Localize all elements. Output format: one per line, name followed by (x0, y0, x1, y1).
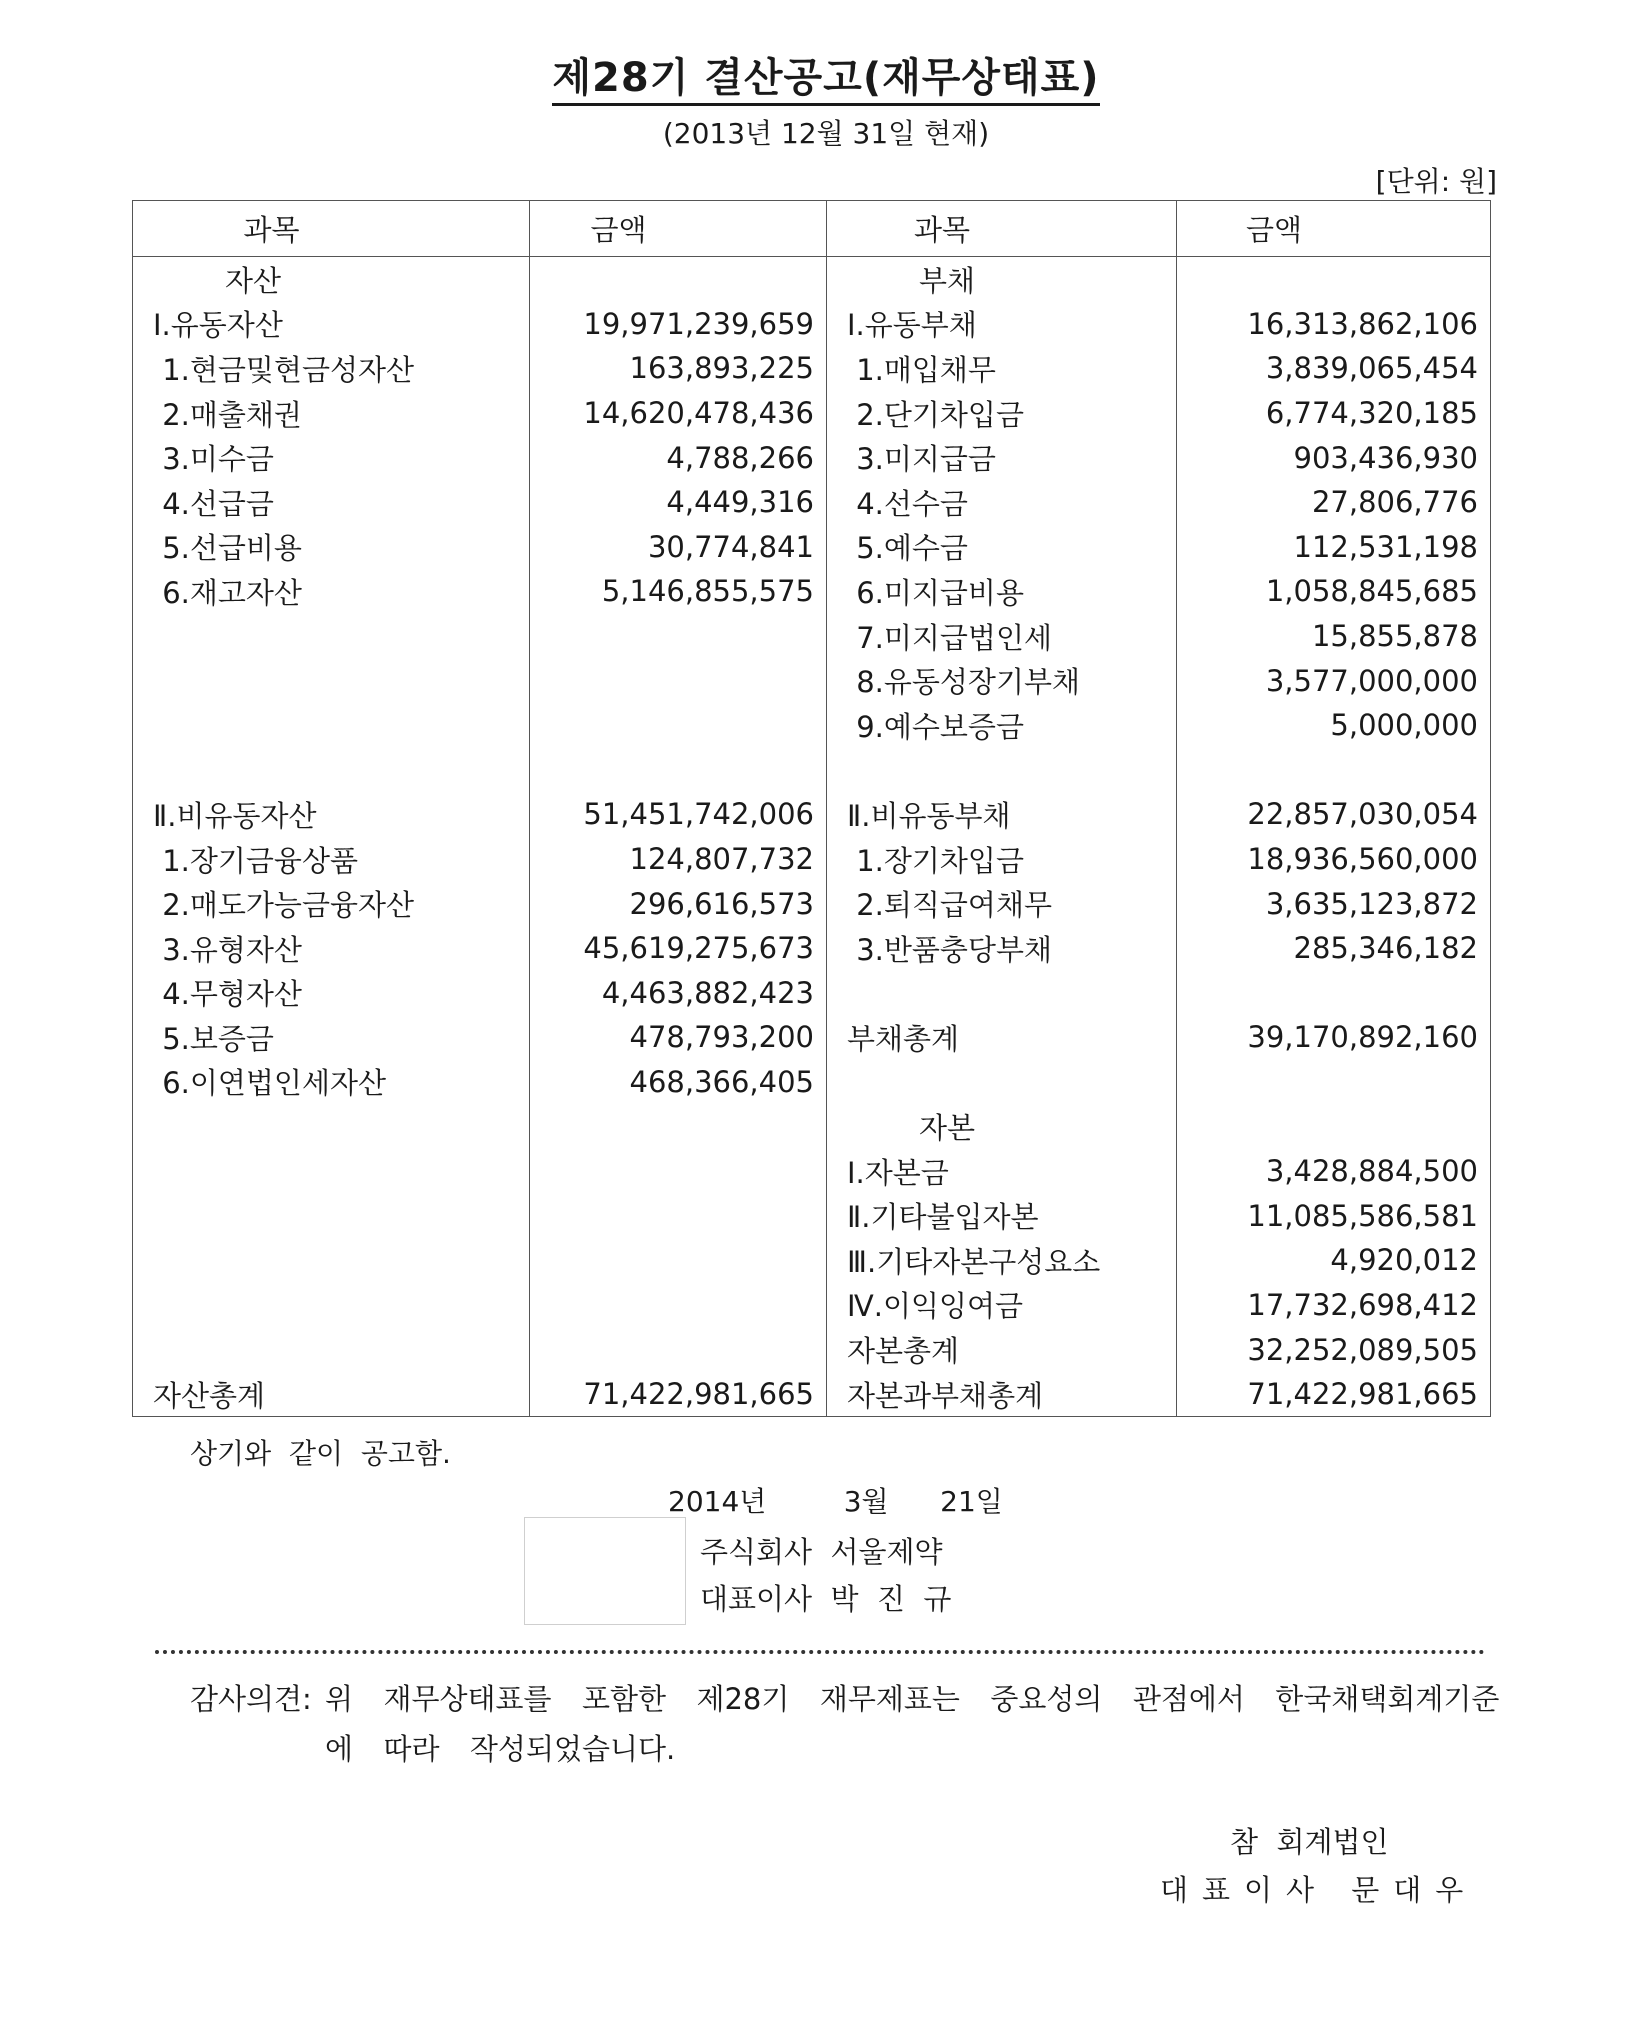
account-name: 4.선수금 (847, 486, 968, 521)
amount-value: 285,346,182 (1293, 931, 1478, 966)
table-row (133, 1193, 1491, 1238)
table-row (133, 1015, 1491, 1060)
left-amount-cell (530, 837, 827, 882)
audit-firm: 참 회계법인 (1230, 1825, 1389, 1859)
right-subject-cell (827, 971, 1177, 1016)
amount-value: 18,936,560,000 (1247, 842, 1478, 877)
account-name: 3.반품충당부채 (847, 932, 1052, 967)
account-name: 9.예수보증금 (847, 709, 1024, 744)
left-subject-cell (133, 1060, 530, 1105)
left-subject-cell (133, 1327, 530, 1372)
account-name: 2.매출채권 (153, 397, 302, 432)
amount-value: 296,616,573 (629, 886, 814, 921)
left-amount-cell (530, 435, 827, 480)
left-amount-cell (530, 257, 827, 302)
left-subject-cell (133, 1104, 530, 1149)
amount-value: 468,366,405 (629, 1064, 814, 1099)
amount-value: 51,451,742,006 (583, 797, 814, 832)
account-name: 6.재고자산 (153, 575, 302, 610)
section-heading: 자본 (919, 1111, 976, 1146)
account-name: 자산총계 (153, 1378, 266, 1413)
left-amount-cell (530, 1283, 827, 1328)
left-subject-cell (133, 658, 530, 703)
right-amount-cell (1177, 569, 1491, 614)
as-of-date: (2013년 12월 31일 현재) (662, 117, 990, 150)
amount-value: 1,058,845,685 (1265, 574, 1478, 609)
left-subject-cell (133, 302, 530, 347)
right-amount-cell (1177, 391, 1491, 436)
amount-value: 30,774,841 (647, 529, 814, 564)
right-subject-cell (827, 391, 1177, 436)
right-subject-cell (827, 1238, 1177, 1283)
account-name: 1.장기금융상품 (153, 843, 358, 878)
right-subject-cell (827, 1149, 1177, 1194)
right-subject-cell (827, 525, 1177, 570)
right-amount-cell (1177, 302, 1491, 347)
table-row (133, 391, 1491, 436)
left-subject-cell (133, 792, 530, 837)
right-amount-cell (1177, 346, 1491, 391)
account-name: 6.미지급비용 (847, 575, 1024, 610)
right-subject-cell (827, 435, 1177, 480)
right-amount-cell (1177, 1193, 1491, 1238)
left-subject-cell (133, 525, 530, 570)
amount-value: 14,620,478,436 (583, 396, 814, 431)
amount-value: 4,463,882,423 (601, 975, 814, 1010)
left-amount-cell (530, 480, 827, 525)
account-name: Ⅰ.유동부채 (847, 308, 977, 343)
account-name: 4.선급금 (153, 486, 274, 521)
table-row (133, 257, 1491, 302)
left-subject-cell (133, 971, 530, 1016)
right-subject-cell (827, 881, 1177, 926)
left-subject-cell (133, 1372, 530, 1417)
amount-value: 39,170,892,160 (1247, 1020, 1478, 1055)
left-subject-cell (133, 614, 530, 659)
table-row (133, 926, 1491, 971)
amount-value: 5,000,000 (1330, 708, 1478, 743)
account-name: 8.유동성장기부채 (847, 665, 1080, 700)
account-name: 3.미수금 (153, 442, 274, 477)
document-title: 제28기 결산공고(재무상태표) (0, 46, 1652, 103)
table-row (133, 881, 1491, 926)
left-subject-cell (133, 703, 530, 748)
balance-sheet-table (132, 200, 1491, 1417)
account-name: 1.장기차입금 (847, 843, 1024, 878)
account-name: 부채총계 (847, 1021, 960, 1056)
amount-value: 3,428,884,500 (1265, 1154, 1478, 1189)
right-amount-cell (1177, 926, 1491, 971)
table-row (133, 1283, 1491, 1328)
table-row (133, 658, 1491, 703)
left-amount-cell (530, 748, 827, 793)
right-subject-cell (827, 480, 1177, 525)
audit-opinion-line-1: 위 재무상태표를 포함한 제28기 재무제표는 중요성의 관점에서 한국채택회계기준 (325, 1682, 1500, 1716)
amount-value: 478,793,200 (629, 1020, 814, 1055)
account-name: Ⅳ.이익잉여금 (847, 1289, 1024, 1324)
left-amount-cell (530, 569, 827, 614)
right-subject-cell (827, 1015, 1177, 1060)
left-amount-cell (530, 302, 827, 347)
left-amount-cell (530, 792, 827, 837)
table-row (133, 480, 1491, 525)
header-subject-right: 과목 (827, 201, 1177, 257)
right-amount-cell (1177, 1372, 1491, 1417)
account-name: Ⅲ.기타자본구성요소 (847, 1244, 1101, 1279)
left-amount-cell (530, 881, 827, 926)
right-amount-cell (1177, 525, 1491, 570)
table-row (133, 837, 1491, 882)
section-heading: 부채 (919, 263, 976, 298)
right-subject-cell (827, 1327, 1177, 1372)
left-subject-cell (133, 926, 530, 971)
right-amount-cell (1177, 1060, 1491, 1105)
account-name: 2.퇴직급여채무 (847, 888, 1052, 923)
announcement-date: 2014년 3월 21일 (668, 1485, 1003, 1518)
amount-value: 112,531,198 (1293, 529, 1478, 564)
table-row (133, 302, 1491, 347)
account-name: 4.무형자산 (153, 977, 302, 1012)
amount-value: 22,857,030,054 (1247, 797, 1478, 832)
left-amount-cell (530, 658, 827, 703)
right-subject-cell (827, 1283, 1177, 1328)
amount-value: 16,313,862,106 (1247, 306, 1478, 341)
company-name: 주식회사 서울제약 (700, 1535, 943, 1569)
left-amount-cell (530, 346, 827, 391)
amount-value: 3,635,123,872 (1265, 886, 1478, 921)
account-name: 6.이연법인세자산 (153, 1066, 386, 1101)
left-subject-cell (133, 1238, 530, 1283)
audit-firm-representative: 대표이사 문대우 (1160, 1873, 1478, 1907)
left-amount-cell (530, 926, 827, 971)
right-amount-cell (1177, 1015, 1491, 1060)
left-subject-cell (133, 881, 530, 926)
left-amount-cell (530, 971, 827, 1016)
header-amount-left: 금액 (530, 201, 827, 257)
dotted-divider (155, 1650, 1485, 1654)
right-subject-cell (827, 703, 1177, 748)
account-name: Ⅱ.비유동부채 (847, 798, 1011, 833)
right-amount-cell (1177, 614, 1491, 659)
amount-value: 17,732,698,412 (1247, 1287, 1478, 1322)
header-amount-right: 금액 (1177, 201, 1491, 257)
table-row (133, 525, 1491, 570)
amount-value: 3,577,000,000 (1265, 663, 1478, 698)
account-name: 7.미지급법인세 (847, 620, 1052, 655)
account-name: Ⅰ.자본금 (847, 1155, 949, 1190)
table-row (133, 1238, 1491, 1283)
right-amount-cell (1177, 703, 1491, 748)
right-amount-cell (1177, 792, 1491, 837)
account-name: 자본과부채총계 (847, 1378, 1044, 1413)
right-subject-cell (827, 1372, 1177, 1417)
table-row (133, 1149, 1491, 1194)
unit-label: [단위: 원] (1375, 165, 1497, 198)
left-subject-cell (133, 480, 530, 525)
left-amount-cell (530, 1149, 827, 1194)
account-name: 3.미지급금 (847, 442, 996, 477)
table-row (133, 435, 1491, 480)
amount-value: 71,422,981,665 (583, 1377, 814, 1412)
audit-opinion-label: 감사의견: (190, 1682, 312, 1716)
left-subject-cell (133, 257, 530, 302)
left-subject-cell (133, 435, 530, 480)
left-amount-cell (530, 703, 827, 748)
left-subject-cell (133, 391, 530, 436)
amount-value: 19,971,239,659 (583, 306, 814, 341)
right-subject-cell (827, 1104, 1177, 1149)
right-amount-cell (1177, 1283, 1491, 1328)
right-subject-cell (827, 837, 1177, 882)
right-subject-cell (827, 926, 1177, 971)
left-subject-cell (133, 1149, 530, 1194)
left-subject-cell (133, 1015, 530, 1060)
header-subject-left: 과목 (133, 201, 530, 257)
right-amount-cell (1177, 748, 1491, 793)
announcement-statement: 상기와 같이 공고함. (190, 1437, 451, 1470)
amount-value: 903,436,930 (1293, 440, 1478, 475)
amount-value: 11,085,586,581 (1247, 1198, 1478, 1233)
account-name: 자본총계 (847, 1334, 960, 1369)
account-name: 1.현금및현금성자산 (153, 352, 414, 387)
table-row (133, 1060, 1491, 1105)
account-name: 3.유형자산 (153, 932, 302, 967)
left-subject-cell (133, 1283, 530, 1328)
left-amount-cell (530, 1372, 827, 1417)
right-subject-cell (827, 257, 1177, 302)
right-amount-cell (1177, 971, 1491, 1016)
right-subject-cell (827, 569, 1177, 614)
right-subject-cell (827, 614, 1177, 659)
account-name: Ⅱ.기타불입자본 (847, 1200, 1039, 1235)
right-subject-cell (827, 792, 1177, 837)
table-row (133, 569, 1491, 614)
table-row (133, 1104, 1491, 1149)
account-name: 5.보증금 (153, 1021, 274, 1056)
left-amount-cell (530, 1104, 827, 1149)
account-name: 5.예수금 (847, 531, 968, 566)
right-amount-cell (1177, 435, 1491, 480)
balance-sheet-body (133, 257, 1491, 1417)
table-row (133, 792, 1491, 837)
right-subject-cell (827, 1060, 1177, 1105)
table-row (133, 703, 1491, 748)
amount-value: 15,855,878 (1311, 619, 1478, 654)
right-amount-cell (1177, 1238, 1491, 1283)
right-subject-cell (827, 1193, 1177, 1238)
amount-value: 4,920,012 (1330, 1243, 1478, 1278)
account-name: 2.매도가능금융자산 (153, 888, 414, 923)
amount-value: 4,449,316 (666, 485, 814, 520)
left-subject-cell (133, 837, 530, 882)
left-amount-cell (530, 1060, 827, 1105)
right-subject-cell (827, 302, 1177, 347)
section-heading: 자산 (225, 263, 282, 298)
right-subject-cell (827, 748, 1177, 793)
right-amount-cell (1177, 837, 1491, 882)
account-name: 1.매입채무 (847, 352, 996, 387)
left-subject-cell (133, 1193, 530, 1238)
right-amount-cell (1177, 658, 1491, 703)
amount-value: 163,893,225 (629, 351, 814, 386)
table-row (133, 1372, 1491, 1417)
table-row (133, 614, 1491, 659)
account-name: 5.선급비용 (153, 531, 302, 566)
amount-value: 124,807,732 (629, 842, 814, 877)
left-amount-cell (530, 1327, 827, 1372)
amount-value: 45,619,275,673 (583, 931, 814, 966)
right-subject-cell (827, 658, 1177, 703)
left-amount-cell (530, 391, 827, 436)
account-name: Ⅰ.유동자산 (153, 308, 283, 343)
left-subject-cell (133, 346, 530, 391)
left-amount-cell (530, 614, 827, 659)
left-amount-cell (530, 1193, 827, 1238)
left-amount-cell (530, 525, 827, 570)
right-subject-cell (827, 346, 1177, 391)
left-amount-cell (530, 1015, 827, 1060)
account-name: 2.단기차입금 (847, 397, 1024, 432)
left-subject-cell (133, 748, 530, 793)
seal-box (524, 1517, 686, 1625)
amount-value: 27,806,776 (1311, 485, 1478, 520)
right-amount-cell (1177, 480, 1491, 525)
right-amount-cell (1177, 257, 1491, 302)
table-row (133, 346, 1491, 391)
amount-value: 32,252,089,505 (1247, 1332, 1478, 1367)
amount-value: 3,839,065,454 (1265, 351, 1478, 386)
right-amount-cell (1177, 1149, 1491, 1194)
amount-value: 4,788,266 (666, 440, 814, 475)
left-subject-cell (133, 569, 530, 614)
right-amount-cell (1177, 1327, 1491, 1372)
table-row (133, 971, 1491, 1016)
left-amount-cell (530, 1238, 827, 1283)
table-row (133, 748, 1491, 793)
company-ceo: 대표이사 박 진 규 (700, 1582, 952, 1616)
table-header-row (133, 201, 1491, 257)
right-amount-cell (1177, 1104, 1491, 1149)
right-amount-cell (1177, 881, 1491, 926)
table-row (133, 1327, 1491, 1372)
amount-value: 6,774,320,185 (1265, 396, 1478, 431)
audit-opinion-line-2: 에 따라 작성되었습니다. (325, 1732, 676, 1766)
amount-value: 5,146,855,575 (601, 574, 814, 609)
amount-value: 71,422,981,665 (1247, 1377, 1478, 1412)
account-name: Ⅱ.비유동자산 (153, 798, 317, 833)
